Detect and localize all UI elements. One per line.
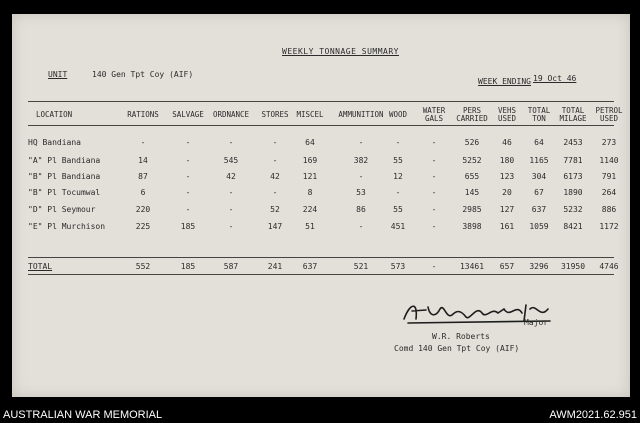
- cell-wood: 55: [393, 205, 403, 214]
- cell-stores: -: [272, 188, 278, 197]
- cell-mileage: 5232: [563, 205, 583, 214]
- row-location: "B" Pl Tocumwal: [28, 188, 101, 197]
- cell-petrol: 886: [601, 205, 617, 214]
- total-water: -: [431, 262, 437, 271]
- cell-ordnance: -: [228, 222, 234, 231]
- table-total-bottom-rule: [28, 274, 614, 275]
- cell-water: -: [431, 138, 437, 147]
- cell-rations: 225: [135, 222, 151, 231]
- cell-ton: 1165: [529, 156, 549, 165]
- cell-pers: 526: [464, 138, 480, 147]
- cell-ammunition: 53: [356, 188, 366, 197]
- cell-mileage: 7781: [563, 156, 583, 165]
- row-location: "A" Pl Bandiana: [28, 156, 101, 165]
- cell-ammunition: -: [358, 172, 364, 181]
- document-page: [12, 14, 630, 397]
- footer-accession-number: AWM2021.62.951: [549, 409, 637, 421]
- column-header-pers: PERS CARRIED: [456, 106, 488, 123]
- cell-petrol: 791: [601, 172, 617, 181]
- cell-rations: 220: [135, 205, 151, 214]
- total-salvage: 185: [180, 262, 196, 271]
- total-wood: 573: [390, 262, 406, 271]
- cell-ton: 1059: [529, 222, 549, 231]
- column-header-water: WATER GALS: [422, 106, 446, 123]
- cell-petrol: 1172: [599, 222, 619, 231]
- total-ammunition: 521: [353, 262, 369, 271]
- cell-ordnance: 545: [223, 156, 239, 165]
- total-petrol: 4746: [599, 262, 619, 271]
- cell-pers: 2985: [462, 205, 482, 214]
- column-header-ton: TOTAL TON: [527, 106, 551, 123]
- cell-miscel: 51: [305, 222, 315, 231]
- cell-vehs: 161: [499, 222, 515, 231]
- cell-rations: 87: [138, 172, 148, 181]
- cell-mileage: 1890: [563, 188, 583, 197]
- cell-miscel: 169: [302, 156, 318, 165]
- cell-water: -: [431, 172, 437, 181]
- cell-water: -: [431, 156, 437, 165]
- cell-ordnance: -: [228, 205, 234, 214]
- cell-ton: 67: [534, 188, 544, 197]
- cell-wood: 55: [393, 156, 403, 165]
- cell-water: -: [431, 205, 437, 214]
- column-header-location: LOCATION: [36, 110, 73, 119]
- column-header-ammunition: AMMUNITION: [338, 110, 384, 119]
- column-header-miscel: MISCEL: [296, 110, 324, 119]
- column-header-rations: RATIONS: [127, 110, 159, 119]
- column-header-wood: WOOD: [388, 110, 408, 119]
- cell-wood: 12: [393, 172, 403, 181]
- signatory-rank: Major: [524, 318, 549, 327]
- cell-wood: -: [395, 138, 401, 147]
- total-vehs: 657: [499, 262, 515, 271]
- cell-stores: -: [272, 138, 278, 147]
- row-location: "D" Pl Seymour: [28, 205, 96, 214]
- cell-stores: 42: [270, 172, 280, 181]
- cell-miscel: 64: [305, 138, 315, 147]
- total-miscel: 637: [302, 262, 318, 271]
- cell-rations: 6: [140, 188, 146, 197]
- week-ending-label: WEEK ENDING: [478, 77, 531, 86]
- cell-stores: 52: [270, 205, 280, 214]
- total-ton: 3296: [529, 262, 549, 271]
- cell-water: -: [431, 188, 437, 197]
- cell-vehs: 127: [499, 205, 515, 214]
- cell-petrol: 264: [601, 188, 617, 197]
- cell-pers: 3898: [462, 222, 482, 231]
- cell-pers: 145: [464, 188, 480, 197]
- cell-rations: 14: [138, 156, 148, 165]
- cell-ammunition: -: [358, 222, 364, 231]
- cell-petrol: 1140: [599, 156, 619, 165]
- column-header-mileage: TOTAL MILAGE: [559, 106, 587, 123]
- signatory-name: W.R. Roberts: [432, 332, 490, 341]
- cell-water: -: [431, 222, 437, 231]
- cell-petrol: 273: [601, 138, 617, 147]
- row-location: HQ Bandiana: [28, 138, 81, 147]
- cell-stores: 147: [267, 222, 283, 231]
- cell-pers: 5252: [462, 156, 482, 165]
- cell-mileage: 8421: [563, 222, 583, 231]
- column-header-petrol: PETROL USED: [595, 106, 623, 123]
- cell-vehs: 180: [499, 156, 515, 165]
- cell-ton: 637: [531, 205, 547, 214]
- cell-vehs: 123: [499, 172, 515, 181]
- cell-vehs: 46: [502, 138, 512, 147]
- row-location: "B" Pl Bandiana: [28, 172, 101, 181]
- table-header-rule: [28, 125, 614, 126]
- cell-salvage: -: [185, 156, 191, 165]
- cell-salvage: 185: [180, 222, 196, 231]
- cell-vehs: 20: [502, 188, 512, 197]
- cell-wood: -: [395, 188, 401, 197]
- cell-ton: 304: [531, 172, 547, 181]
- cell-ammunition: -: [358, 138, 364, 147]
- row-location: "E" Pl Murchison: [28, 222, 106, 231]
- cell-ordnance: -: [228, 138, 234, 147]
- total-ordnance: 587: [223, 262, 239, 271]
- signatory-title: Comd 140 Gen Tpt Coy (AIF): [394, 344, 520, 353]
- document-title: WEEKLY TONNAGE SUMMARY: [282, 47, 399, 56]
- footer-institution: AUSTRALIAN WAR MEMORIAL: [3, 409, 163, 421]
- cell-miscel: 8: [307, 188, 313, 197]
- cell-salvage: -: [185, 138, 191, 147]
- total-label: TOTAL: [28, 262, 53, 271]
- unit-value: 140 Gen Tpt Coy (AIF): [92, 70, 194, 79]
- cell-miscel: 121: [302, 172, 318, 181]
- table-total-top-rule: [28, 257, 614, 258]
- cell-ammunition: 86: [356, 205, 366, 214]
- cell-stores: -: [272, 156, 278, 165]
- cell-wood: 451: [390, 222, 406, 231]
- total-stores: 241: [267, 262, 283, 271]
- column-header-salvage: SALVAGE: [172, 110, 204, 119]
- week-ending-value: 19 Oct 46: [533, 74, 577, 83]
- cell-pers: 655: [464, 172, 480, 181]
- cell-salvage: -: [185, 188, 191, 197]
- cell-ton: 64: [534, 138, 544, 147]
- table-top-rule: [28, 101, 614, 102]
- cell-ordnance: 42: [226, 172, 236, 181]
- total-pers: 13461: [459, 262, 485, 271]
- cell-salvage: -: [185, 172, 191, 181]
- unit-label: UNIT: [48, 70, 68, 79]
- cell-miscel: 224: [302, 205, 318, 214]
- cell-mileage: 2453: [563, 138, 583, 147]
- cell-salvage: -: [185, 205, 191, 214]
- total-mileage: 31950: [560, 262, 586, 271]
- column-header-stores: STORES: [261, 110, 289, 119]
- column-header-vehs: VEHS USED: [497, 106, 517, 123]
- cell-ordnance: -: [228, 188, 234, 197]
- cell-ammunition: 382: [353, 156, 369, 165]
- total-rations: 552: [135, 262, 151, 271]
- cell-mileage: 6173: [563, 172, 583, 181]
- cell-rations: -: [140, 138, 146, 147]
- column-header-ordnance: ORDNANCE: [212, 110, 250, 119]
